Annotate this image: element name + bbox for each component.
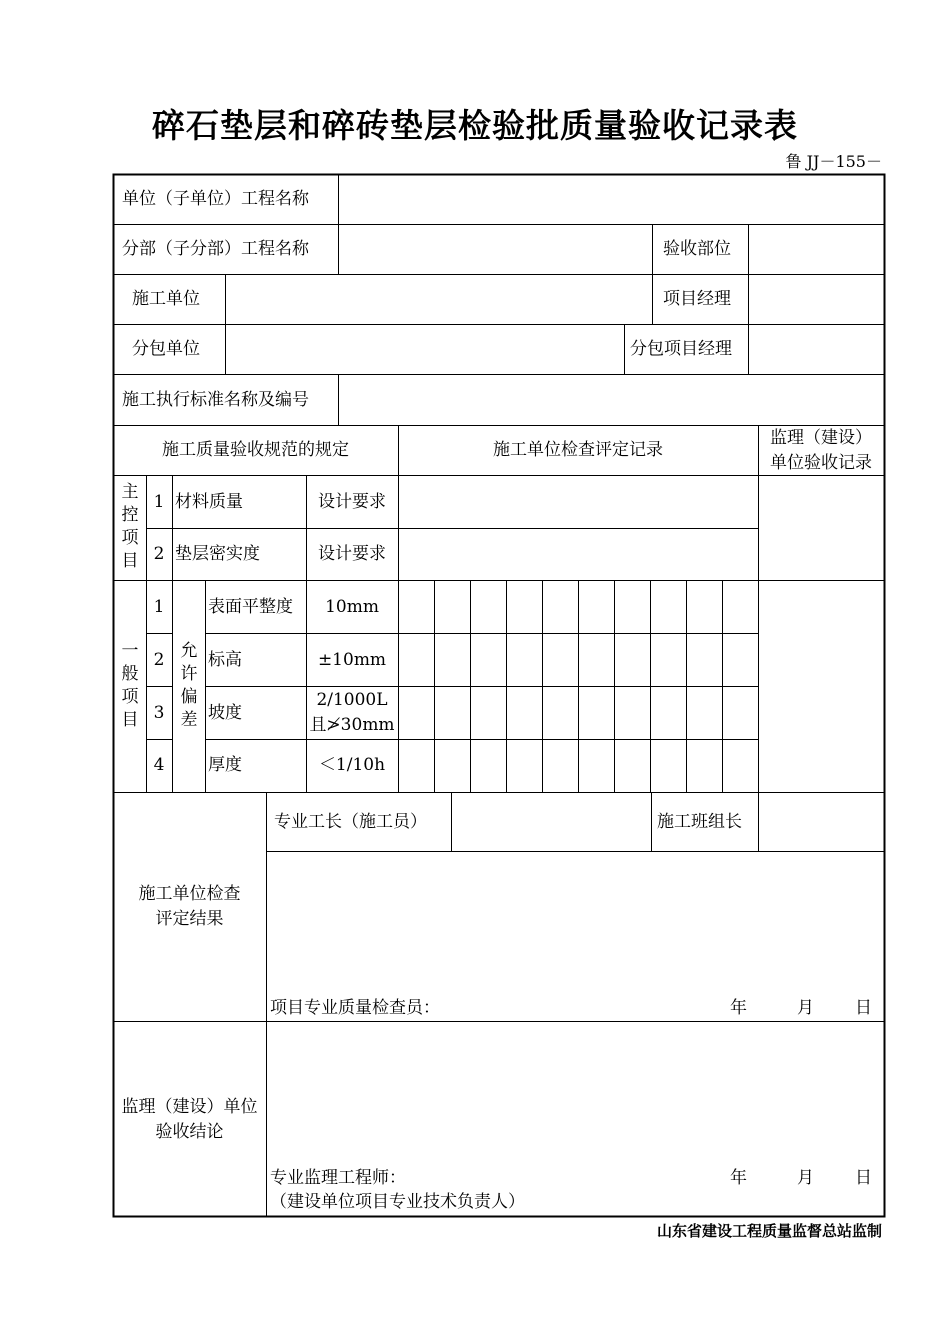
general-item-no: 3: [153, 703, 165, 723]
inspector-label: 项目专业质量检查员：: [270, 998, 440, 1018]
engineer-label: 专业监理工程师：: [270, 1168, 406, 1188]
subcontract-unit-label: 分包单位: [132, 339, 200, 359]
footer-text: 山东省建设工程质量监督总站监制: [656, 1222, 882, 1240]
general-item-name: 厚度: [208, 755, 242, 775]
unit-project-label: 单位（子单位）工程名称: [122, 189, 309, 209]
conclusion-month: 月: [797, 1168, 814, 1188]
general-item-value: 10mm: [325, 597, 379, 617]
general-item-name: 表面平整度: [208, 597, 293, 617]
general-item-no: 2: [153, 650, 165, 670]
conclusion-year: 年: [730, 1168, 747, 1188]
main-item-no: 2: [153, 544, 165, 564]
team-leader-label: 施工班组长: [657, 812, 742, 832]
general-item-name: 坡度: [208, 703, 242, 723]
spec-label: 施工质量验收规范的规定: [162, 440, 349, 460]
main-item-name: 垫层密实度: [175, 544, 260, 564]
supervision-label-line1: 监理（建设）: [770, 428, 872, 448]
engineer-sub-label: （建设单位项目专业技术负责人）: [270, 1192, 525, 1212]
result-month: 月: [797, 998, 814, 1018]
conclusion-label-line2: 验收结论: [155, 1122, 224, 1142]
foreman-label: 专业工长（施工员）: [274, 812, 427, 832]
result-year: 年: [730, 998, 747, 1018]
general-item-name: 标高: [208, 650, 242, 670]
main-item-requirement: 设计要求: [318, 492, 386, 512]
sub-project-label: 分部（子分部）工程名称: [122, 239, 309, 259]
general-item-value: ±10mm: [317, 650, 387, 670]
result-label-line1: 施工单位检查: [138, 884, 241, 904]
conclusion-label-line1: 监理（建设）单位: [121, 1097, 258, 1117]
main-item-requirement: 设计要求: [318, 544, 386, 564]
main-control-group-label: 主 控 项 目: [121, 482, 139, 571]
form-code: 鲁 JJ－155－: [785, 152, 882, 171]
general-item-no: 1: [153, 597, 165, 617]
main-item-name: 材料质量: [175, 492, 243, 512]
main-item-no: 1: [153, 492, 165, 512]
construction-unit-label: 施工单位: [132, 289, 200, 309]
general-item-no: 4: [153, 755, 165, 775]
general-item-value-line1: 2/1000L: [316, 690, 388, 710]
standard-label: 施工执行标准名称及编号: [122, 390, 309, 410]
general-item-value: ＜1/10h: [318, 755, 386, 775]
result-label-line2: 评定结果: [155, 909, 224, 929]
project-manager-label: 项目经理: [663, 289, 731, 309]
conclusion-day: 日: [855, 1168, 872, 1188]
acceptance-part-label: 验收部位: [663, 239, 731, 259]
subcontract-manager-label: 分包项目经理: [630, 339, 732, 359]
general-group-label: 一 般 项 目: [121, 641, 139, 730]
tolerance-label: 允 许 偏 差: [180, 641, 198, 730]
general-item-value-line2: 且≯30mm: [309, 715, 395, 735]
form-title: 碎石垫层和碎砖垫层检验批质量验收记录表: [152, 106, 798, 145]
result-day: 日: [855, 998, 872, 1018]
check-record-label: 施工单位检查评定记录: [493, 440, 663, 460]
supervision-label-line2: 单位验收记录: [770, 453, 872, 473]
